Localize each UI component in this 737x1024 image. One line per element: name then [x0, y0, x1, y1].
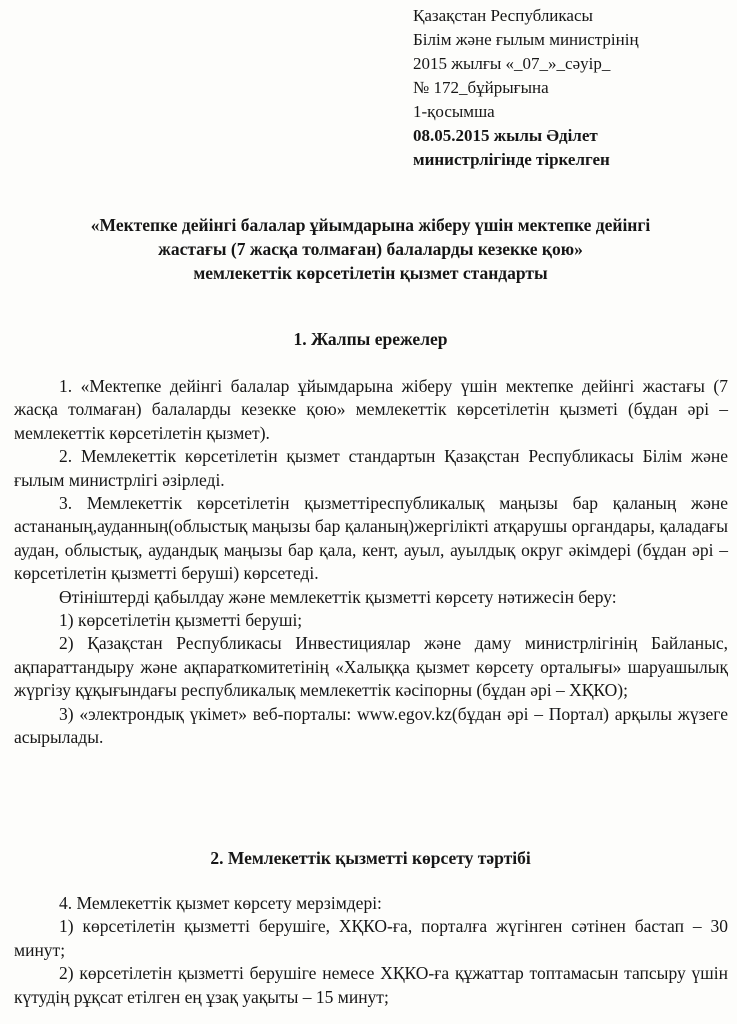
paragraph: 3. Мемлекеттік көрсетілетін қызметтіреспубликалық маңызы бар қаланың және астананың,ауданның(облыстық маңызы бар қаланың)жергілікті атқарушы органдары, қаладағы аудан, облыстық, аудандық маңызы бар қала, кент, ауыл, ауылдық округ әкімдері (бұдан әрі – көрсетілетін қызметті беруші) көрсетеді. — [14, 493, 728, 584]
list-item: 2) Қазақстан Республикасы Инвестициялар және даму министрлігінің Байланыс, ақпараттандыру және ақпараткомитетінің «Халыққа қызмет көрсету орталығы» шаруашылық жүргізу құқығындағы республикалық мемлекеттік кәсіпорны (бұдан әрі – ХҚКО); — [14, 633, 728, 701]
paragraph: 4. Мемлекеттік қызмет көрсету мерзімдері: — [59, 893, 382, 913]
section-2-body — [14, 892, 728, 1009]
header-line: 1-қосымша — [413, 102, 495, 121]
registration-note-line: 08.05.2015 жылы Әділет — [413, 126, 598, 145]
list-item: 1) көрсетілетін қызметті беруші; — [59, 610, 303, 631]
document-title — [18, 213, 723, 285]
header-line: Білім және ғылым министрінің — [413, 30, 639, 49]
registration-note-line: министрлігінде тіркелген — [413, 150, 610, 169]
paragraph: Өтініштерді қабылдау және мемлекеттік қызметті көрсету нәтижесін беру: — [59, 586, 617, 607]
list-item: 2) көрсетілетін қызметті берушіге немесе ХҚКО-ға құжаттар топтамасын тапсыру үшін күтудің рұқсат етілген ең ұзақ уақыты – 15 минут; — [14, 963, 728, 1007]
list-item: 1) көрсетілетін қызметті берушіге, ХҚКО-ға, порталға жүгінген сәтінен бастап – 30 минут; — [14, 916, 728, 960]
title-line: «Мектепке дейінгі балалар ұйымдарына жіберу үшін мектепке дейінгі — [90, 215, 651, 235]
paragraph: 2. Мемлекеттік көрсетілетін қызмет стандартын Қазақстан Республикасы Білім және ғылым министрлігі әзірледі. — [14, 446, 728, 490]
title-line: мемлекеттік көрсетілетін қызмет стандарты — [193, 263, 548, 283]
section-1-heading: 1. Жалпы ережелер — [293, 329, 448, 349]
section-1-body — [14, 375, 728, 750]
paragraph: 1. «Мектепке дейінгі балалар ұйымдарына жіберу үшін мектепке дейінгі жастағы (7 жасқа толмаған) балаларды кезекке қою» мемлекеттік көрсетілетін қызметі (бұдан әрі – мемлекеттік көрсетілетін қызмет). — [14, 376, 728, 443]
title-line: жастағы (7 жасқа толмаған) балаларды кезекке қою» — [158, 239, 583, 259]
document-header — [413, 4, 733, 172]
header-line: № 172_бұйрығына — [413, 78, 549, 97]
header-line: Қазақстан Республикасы — [413, 6, 593, 25]
section-2-heading: 2. Мемлекеттік қызметті көрсету тәртібі — [210, 848, 531, 868]
header-line: 2015 жылғы «_07_»_сәуір_ — [413, 54, 611, 73]
list-item: 3) «электрондық үкімет» веб-порталы: www.egov.kz(бұдан әрі – Портал) арқылы жүзеге асырылады. — [14, 703, 728, 748]
